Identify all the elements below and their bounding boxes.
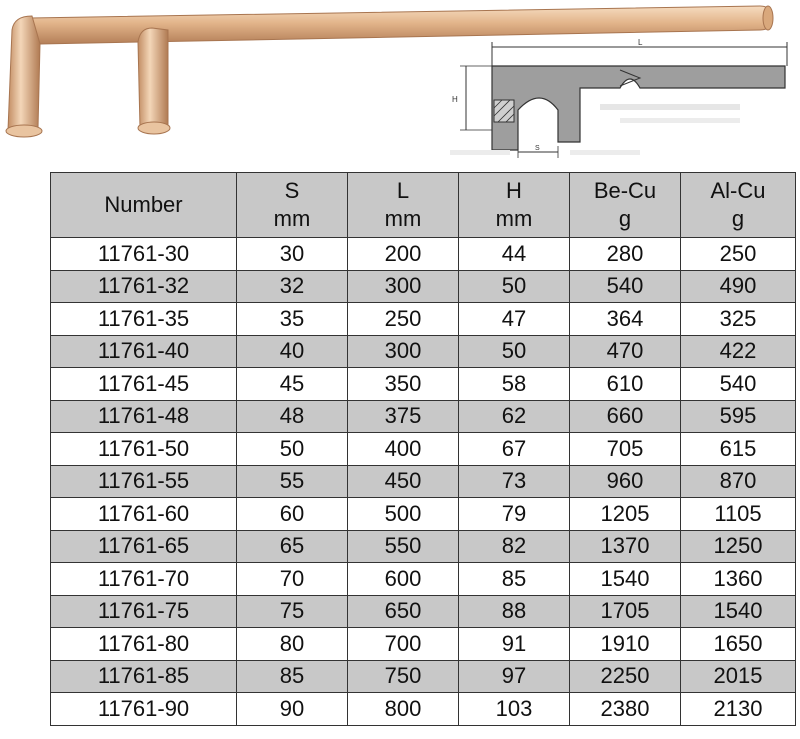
table-cell: 11761-55 xyxy=(51,465,237,498)
table-cell: 800 xyxy=(348,693,459,726)
column-header-number xyxy=(51,173,237,238)
column-header-h xyxy=(459,173,570,238)
table-cell: 103 xyxy=(459,693,570,726)
table-cell: 91 xyxy=(459,628,570,661)
table-row xyxy=(51,628,796,661)
table-cell: 870 xyxy=(681,465,796,498)
table-cell: 1370 xyxy=(570,530,681,563)
table-cell: 82 xyxy=(459,530,570,563)
table-cell: 595 xyxy=(681,400,796,433)
table-cell: 11761-32 xyxy=(51,270,237,303)
table-cell: 11761-45 xyxy=(51,368,237,401)
table-cell: 11761-48 xyxy=(51,400,237,433)
table-cell: 11761-65 xyxy=(51,530,237,563)
table-cell: 2380 xyxy=(570,693,681,726)
table-cell: 11761-40 xyxy=(51,335,237,368)
table-cell: 67 xyxy=(459,433,570,466)
header-row xyxy=(51,173,796,238)
table-cell: 470 xyxy=(570,335,681,368)
column-header-unit: g xyxy=(618,206,632,231)
table-cell: 422 xyxy=(681,335,796,368)
table-cell: 11761-75 xyxy=(51,595,237,628)
column-header-name: Al-Cu xyxy=(710,178,766,203)
column-header-unit: g xyxy=(731,206,745,231)
table-cell: 62 xyxy=(459,400,570,433)
table-cell: 75 xyxy=(237,595,348,628)
table-cell: 85 xyxy=(237,660,348,693)
column-header-name: H xyxy=(506,178,522,203)
table-cell: 40 xyxy=(237,335,348,368)
table-body xyxy=(51,238,796,726)
table-row xyxy=(51,400,796,433)
table-cell: 500 xyxy=(348,498,459,531)
table-cell: 750 xyxy=(348,660,459,693)
table-cell: 615 xyxy=(681,433,796,466)
table-cell: 660 xyxy=(570,400,681,433)
table-row xyxy=(51,498,796,531)
table-cell: 610 xyxy=(570,368,681,401)
table-cell: 48 xyxy=(237,400,348,433)
table-cell: 540 xyxy=(681,368,796,401)
table-cell: 2130 xyxy=(681,693,796,726)
column-header-name: S xyxy=(284,178,300,203)
table-row xyxy=(51,270,796,303)
table-cell: 47 xyxy=(459,303,570,336)
table-cell: 1105 xyxy=(681,498,796,531)
column-header-al-cu xyxy=(681,173,796,238)
column-header-be-cu xyxy=(570,173,681,238)
table-cell: 540 xyxy=(570,270,681,303)
table-cell: 11761-35 xyxy=(51,303,237,336)
column-header-name: L xyxy=(396,178,410,203)
table-cell: 45 xyxy=(237,368,348,401)
table-cell: 300 xyxy=(348,270,459,303)
dimension-drawing xyxy=(0,0,800,170)
table-cell: 1205 xyxy=(570,498,681,531)
table-row xyxy=(51,368,796,401)
table-row xyxy=(51,303,796,336)
table-cell: 11761-30 xyxy=(51,238,237,271)
table-cell: 300 xyxy=(348,335,459,368)
table-row xyxy=(51,563,796,596)
column-header-l xyxy=(348,173,459,238)
table-cell: 350 xyxy=(348,368,459,401)
table-cell: 2250 xyxy=(570,660,681,693)
table-row xyxy=(51,693,796,726)
column-header-name: Number xyxy=(104,192,183,217)
table-cell: 1250 xyxy=(681,530,796,563)
table-cell: 58 xyxy=(459,368,570,401)
table-cell: 11761-80 xyxy=(51,628,237,661)
table-cell: 1540 xyxy=(681,595,796,628)
table-cell: 73 xyxy=(459,465,570,498)
table-cell: 280 xyxy=(570,238,681,271)
table-cell: 88 xyxy=(459,595,570,628)
column-header-unit: mm xyxy=(384,206,422,231)
table-row xyxy=(51,660,796,693)
table-row xyxy=(51,465,796,498)
table-cell: 705 xyxy=(570,433,681,466)
table-cell: 250 xyxy=(681,238,796,271)
table-cell: 60 xyxy=(237,498,348,531)
table-cell: 364 xyxy=(570,303,681,336)
table-row xyxy=(51,595,796,628)
table-cell: 80 xyxy=(237,628,348,661)
table-cell: 11761-90 xyxy=(51,693,237,726)
table-row xyxy=(51,530,796,563)
table-cell: 550 xyxy=(348,530,459,563)
table-row xyxy=(51,335,796,368)
table-cell: 11761-70 xyxy=(51,563,237,596)
table-cell: 1540 xyxy=(570,563,681,596)
table-cell: 1910 xyxy=(570,628,681,661)
column-header-s xyxy=(237,173,348,238)
table-cell: 2015 xyxy=(681,660,796,693)
table-cell: 11761-50 xyxy=(51,433,237,466)
table-header xyxy=(51,173,796,238)
table-cell: 55 xyxy=(237,465,348,498)
table-cell: 200 xyxy=(348,238,459,271)
column-header-unit: mm xyxy=(273,206,311,231)
table-cell: 650 xyxy=(348,595,459,628)
table-cell: 50 xyxy=(237,433,348,466)
table-cell: 65 xyxy=(237,530,348,563)
table-cell: 600 xyxy=(348,563,459,596)
table-cell: 490 xyxy=(681,270,796,303)
column-header-unit: mm xyxy=(495,206,533,231)
column-header-name: Be-Cu xyxy=(593,178,657,203)
table-cell: 97 xyxy=(459,660,570,693)
dimension-label-s: S xyxy=(535,145,540,152)
table-cell: 85 xyxy=(459,563,570,596)
table-cell: 50 xyxy=(459,335,570,368)
table-cell: 79 xyxy=(459,498,570,531)
table-cell: 44 xyxy=(459,238,570,271)
table-cell: 11761-85 xyxy=(51,660,237,693)
table-cell: 32 xyxy=(237,270,348,303)
table-cell: 1705 xyxy=(570,595,681,628)
product-header xyxy=(0,0,800,170)
table-cell: 70 xyxy=(237,563,348,596)
section-hatch xyxy=(494,100,514,122)
table-cell: 35 xyxy=(237,303,348,336)
table-cell: 325 xyxy=(681,303,796,336)
table-cell: 250 xyxy=(348,303,459,336)
table-cell: 11761-60 xyxy=(51,498,237,531)
table-cell: 1650 xyxy=(681,628,796,661)
table-cell: 400 xyxy=(348,433,459,466)
table-cell: 50 xyxy=(459,270,570,303)
table-row xyxy=(51,238,796,271)
table-cell: 700 xyxy=(348,628,459,661)
specification-table xyxy=(50,172,796,726)
table-cell: 1360 xyxy=(681,563,796,596)
table-cell: 960 xyxy=(570,465,681,498)
table-row xyxy=(51,433,796,466)
table-cell: 375 xyxy=(348,400,459,433)
dimension-label-h: H xyxy=(452,95,458,104)
dimension-label-l: L xyxy=(638,38,643,47)
table-cell: 90 xyxy=(237,693,348,726)
table-cell: 30 xyxy=(237,238,348,271)
table-cell: 450 xyxy=(348,465,459,498)
